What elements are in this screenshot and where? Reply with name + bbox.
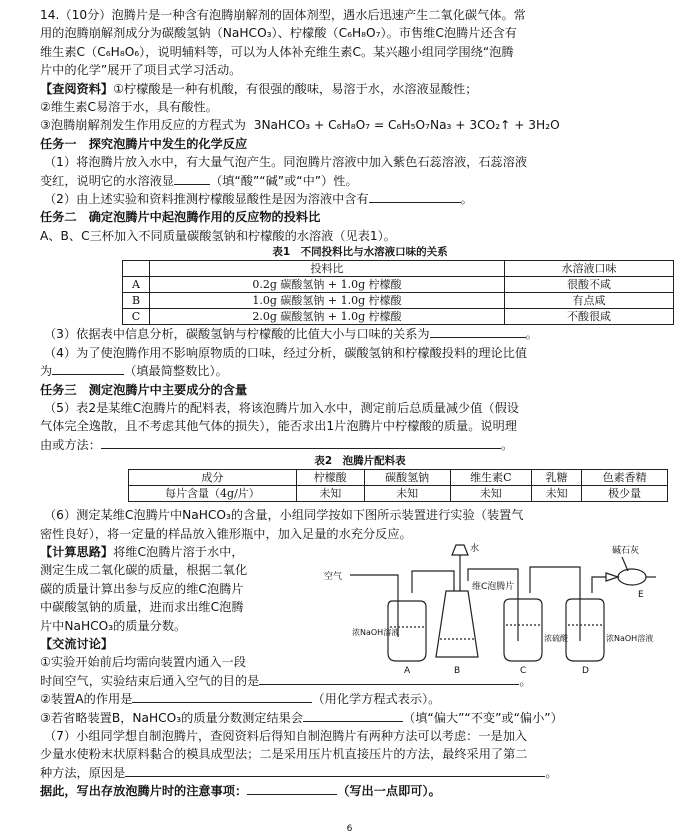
table2 — [128, 469, 668, 502]
answer-blank-q1[interactable] — [174, 172, 210, 185]
calc-line-3: 碳的质量计算出参与反应的维C泡腾片 — [40, 581, 244, 596]
page-number: 6 — [346, 824, 353, 834]
question-intro-line-3: 维生素C（C₆H₈O₆），说明辅料等，可以为人体补充维生素C。某兴趣小组同学围绕“泡腾 — [40, 44, 514, 59]
task3-q7-line-3: 种方法，原因是 。 — [40, 765, 558, 780]
tube-d-e — [592, 577, 606, 593]
label-e: E — [638, 589, 644, 600]
task2-q4-line-2: 为 （填最简整数比）。 — [40, 364, 228, 379]
calc-line-5: 片中NaHCO₃的质量分数。 — [40, 618, 187, 633]
info-item-3: ③泡腾崩解剂发生作用反应的方程式为 3NaHCO₃ + C₆H₈O₇ = C₆H₅O₇Na₃ + 3CO₂↑ + 3H₂O — [40, 118, 560, 133]
info-item-1: 【查阅资料】①柠檬酸是一种有机酸，有很强的酸味，易溶于水，水溶液显酸性； — [40, 81, 478, 96]
label-h2so4: 浓硫酸 — [544, 633, 568, 643]
calc-line-1: 【计算思路】将维C泡腾片溶于水中， — [40, 544, 244, 559]
answer-blank-q4[interactable] — [52, 362, 124, 375]
task1-title: 任务一 探究泡腾片中发生的化学反应 — [40, 136, 248, 151]
experiment-apparatus — [322, 541, 662, 673]
label-water: 水 — [470, 543, 480, 554]
task2-q4-line-1: （4）为了使泡腾作用不影响原物质的口味，经过分析，碳酸氢钠和柠檬酸投料的理论比值 — [44, 345, 528, 360]
label-air: 空气 — [324, 571, 343, 582]
table1-header-row: 投料比 水溶液口味 — [123, 261, 674, 277]
task3-q5-line-2: 气体完全逸散，且不考虑其他气体的损失），能否求出1片泡腾片中柠檬酸的质量。说明理 — [40, 419, 517, 434]
discussion-d3: ③若省略装置B，NaHCO₃的质量分数测定结果会 （填“偏大”“不变”或“偏小”） — [40, 710, 563, 725]
answer-blank-d2[interactable] — [132, 690, 312, 703]
label-a: A — [404, 665, 411, 673]
exam-page — [40, 6, 680, 801]
drying-tube-e — [618, 569, 646, 585]
tube-a-b — [412, 571, 454, 593]
answer-blank-q7a[interactable] — [125, 764, 545, 777]
discussion-d1-line-2: 时间空气，实验结束后通入空气的目的是 。 — [40, 673, 532, 688]
tube-c-d — [530, 567, 580, 641]
task3-q7-line-4: 据此，写出存放泡腾片时的注意事项： （写出一点即可）。 — [40, 784, 441, 799]
task3-q6-line-1: （6）测定某维C泡腾片中NaHCO₃的含量，小组同学按如下图所示装置进行实验（装置气 — [44, 508, 524, 523]
bottle-d — [566, 599, 604, 661]
label-soda-lime: 碱石灰 — [612, 545, 640, 556]
task3-q7-line-1: （7）小组同学想自制泡腾片，查阅资料后得知自制泡腾片有两种方法可以考虑：一是加入 — [44, 729, 528, 743]
table-row: C 2.0g 碳酸氢钠 + 1.0g 柠檬酸 不酸很咸 — [123, 309, 674, 325]
answer-blank-q3[interactable] — [430, 325, 526, 338]
task3-q5-line-3: 由或方法： 。 — [40, 437, 514, 452]
label-naoh-d: 浓NaOH溶液 — [606, 633, 654, 643]
table1 — [122, 260, 674, 325]
task1-q1-line-2: 变红，说明它的水溶液显 （填“酸”“碱”或“中”）性。 — [40, 173, 358, 188]
calc-and-discussion — [40, 543, 330, 672]
funnel-top — [452, 545, 468, 555]
discussion-d1-line-1: ①实验开始前后均需向装置内通入一段 — [40, 655, 246, 670]
task1-q1-line-1: （1）将泡腾片放入水中，有大量气泡产生。同泡腾片溶液中加入紫色石蕊溶液，石蕊溶液 — [44, 155, 528, 170]
table-row: A 0.2g 碳酸氢钠 + 1.0g 柠檬酸 很酸不咸 — [123, 277, 674, 293]
table2-caption: 表2 泡腾片配料表 — [314, 455, 406, 468]
task2-desc: A、B、C三杯加入不同质量碳酸氢钠和柠檬酸的水溶液（见表1）。 — [40, 228, 396, 243]
answer-blank-d1[interactable] — [259, 672, 519, 685]
answer-blank-q2[interactable] — [369, 190, 461, 203]
question-number: 14.（10分） — [40, 8, 112, 22]
info-item-2: ②维生素C易溶于水，具有酸性。 — [40, 100, 218, 115]
table2-header-row: 成分 柠檬酸 碳酸氢钠 维生素C 乳糖 色素香精 — [129, 470, 668, 486]
calc-line-4: 中碳酸氢钠的质量，进而求出维C泡腾 — [40, 600, 244, 615]
label-c: C — [520, 665, 527, 673]
answer-blank-q7b[interactable] — [247, 782, 337, 795]
discussion-d2: ②装置A的作用是 （用化学方程式表示）。 — [40, 692, 441, 707]
info-title: 【查阅资料】 — [40, 81, 114, 96]
task3-q5-line-1: （5）表2是某维C泡腾片的配料表，将该泡腾片加入水中，测定前后总质量减少值（假设 — [44, 400, 519, 415]
answer-blank-q5[interactable] — [101, 436, 501, 449]
discussion-title: 【交流讨论】 — [40, 636, 114, 651]
drying-tube-tip — [606, 573, 618, 581]
question-intro-line-4: 片中的化学”展开了项目式学习活动。 — [40, 63, 242, 78]
tube-b-c — [468, 569, 518, 641]
table-row: B 1.0g 碳酸氢钠 + 1.0g 柠檬酸 有点咸 — [123, 293, 674, 309]
label-sample: 维C泡腾片 — [472, 581, 515, 592]
question-intro-line-2: 用的泡腾崩解剂成分为碳酸氢钠（NaHCO₃）、柠檬酸（C₆H₈O₇）。市售维C泡腾片还含有 — [40, 26, 517, 41]
table1-caption: 表1 不同投料比与水溶液口味的关系 — [272, 246, 448, 259]
task2-q3: （3）依据表中信息分析，碳酸氢钠与柠檬酸的比值大小与口味的关系为 。 — [44, 327, 538, 342]
table-row: 每片含量（4g/片） 未知 未知 未知 未知 极少量 — [129, 486, 668, 502]
label-b: B — [454, 665, 461, 673]
experiment-section — [40, 543, 680, 672]
label-d: D — [582, 665, 589, 673]
task3-title: 任务三 测定泡腾片中主要成分的含量 — [40, 382, 248, 397]
flask-b — [436, 591, 478, 657]
task3-q6-line-2: 密性良好），将一定量的样品放入锥形瓶中，加入足量的水充分反应。 — [40, 526, 412, 541]
answer-blank-d3[interactable] — [303, 709, 403, 722]
question-intro-line-1: 14.（10分）泡腾片是一种含有泡腾崩解剂的固体剂型，遇水后迅速产生二氧化碳气体。常 — [40, 8, 526, 22]
calc-line-2: 测定生成二氧化碳的质量，根据二氧化 — [40, 563, 248, 578]
reaction-equation: 3NaHCO₃ + C₆H₈O₇ = C₆H₅O₇Na₃ + 3CO₂↑ + 3H₂O — [253, 118, 560, 133]
task3-q7-line-2: 少量水使粉末状原料黏合的模具成型法；二是采用压片机直接压片的方法，最终采用了第二 — [40, 747, 528, 762]
label-naoh-a: 浓NaOH溶液 — [352, 627, 400, 637]
task2-title: 任务二 确定泡腾片中起泡腾作用的反应物的投料比 — [40, 210, 321, 225]
task1-q2: （2）由上述实验和资料推测柠檬酸显酸性是因为溶液中含有 。 — [44, 192, 473, 207]
bottle-c — [504, 599, 542, 661]
